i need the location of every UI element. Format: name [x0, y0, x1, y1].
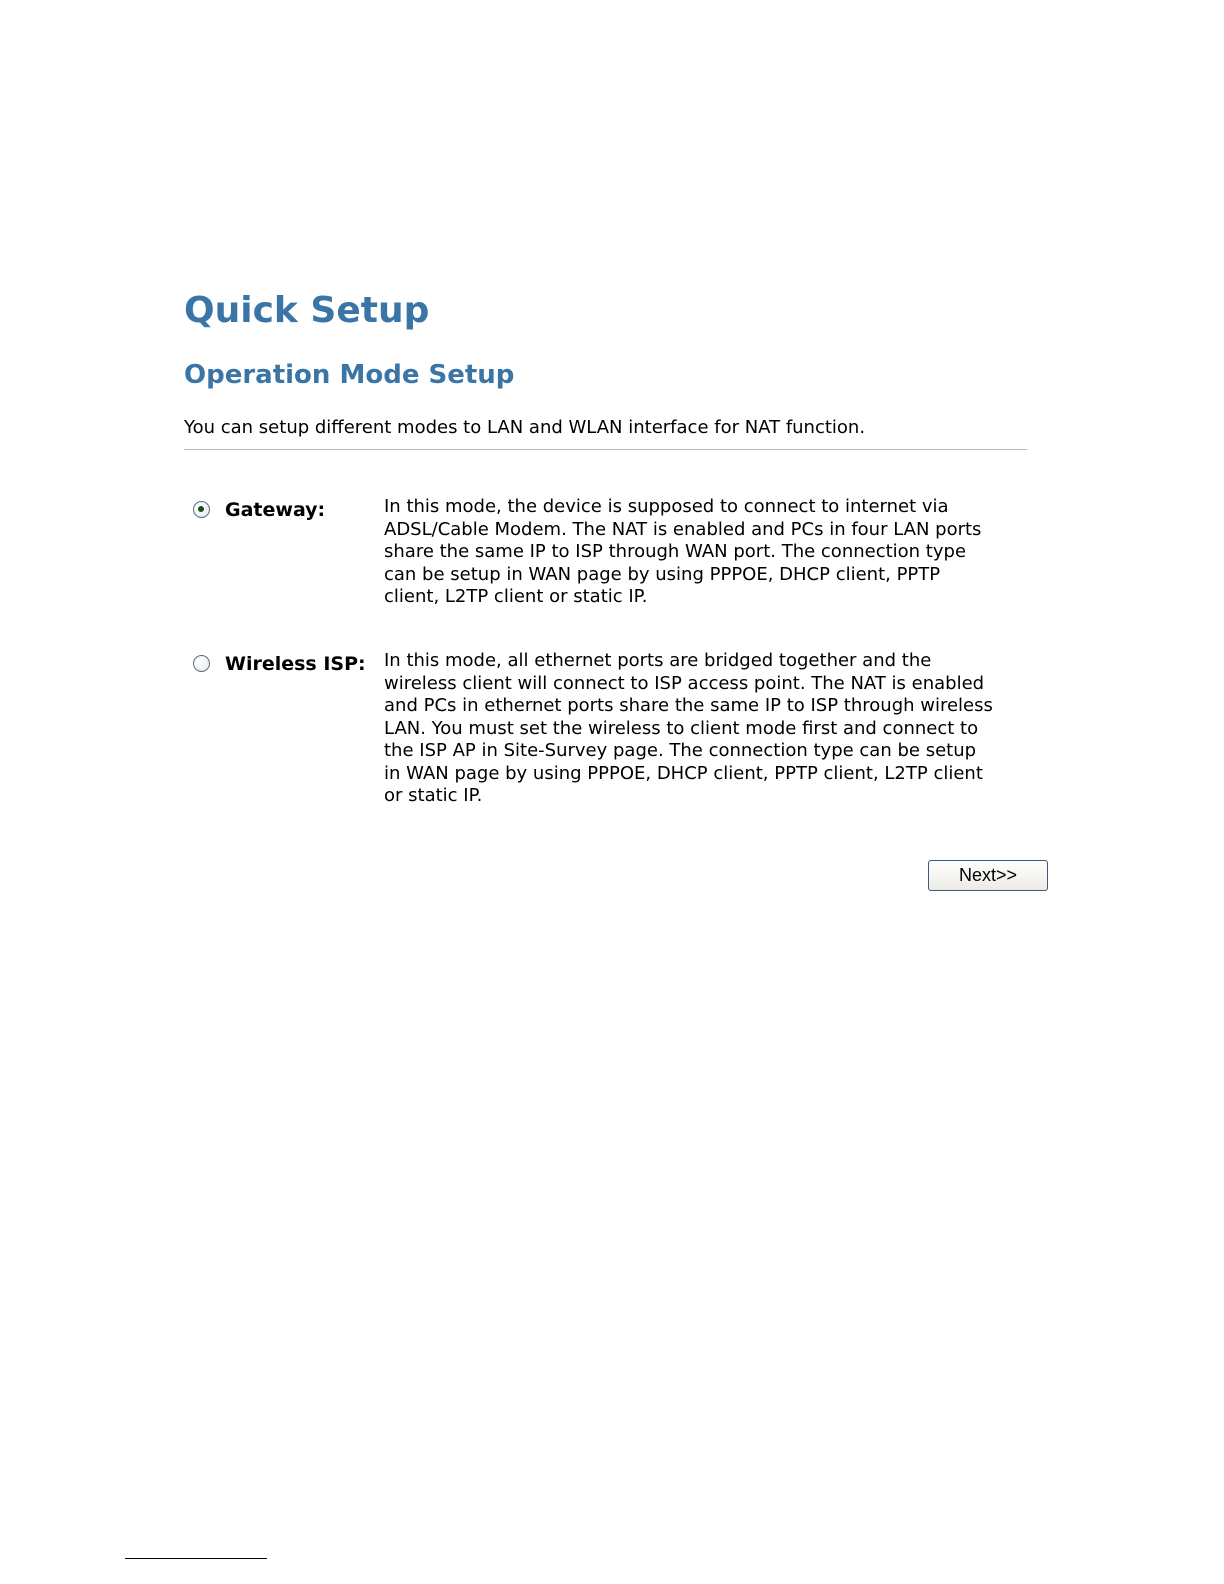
description-line: can be setup in WAN page by using PPPOE, DHCP client, PPTP — [384, 563, 941, 585]
description-line: the ISP AP in Site-Survey page. The connection type can be setup — [384, 740, 977, 761]
gateway-label[interactable]: Gateway: — [225, 499, 326, 521]
page-title: Quick Setup — [184, 290, 430, 331]
description-line: and PCs in ethernet ports share the same IP to ISP through wireless — [384, 695, 993, 716]
section-title: Operation Mode Setup — [184, 360, 515, 390]
intro-text: You can setup different modes to LAN and WLAN interface for NAT function. — [184, 417, 866, 438]
description-line: in WAN page by using PPPOE, DHCP client, PPTP client, L2TP client — [384, 762, 983, 784]
radio-selected-dot — [198, 506, 204, 512]
description-line: LAN. You must set the wireless to client mode first and connect to — [384, 717, 979, 739]
wireless-isp-description — [384, 650, 1044, 808]
description-line: client, L2TP client or static IP. — [384, 586, 648, 607]
footnote-rule — [125, 1558, 267, 1559]
divider — [184, 449, 1027, 450]
description-line: In this mode, the device is supposed to connect to internet via — [384, 496, 949, 517]
description-line: or static IP. — [384, 785, 483, 806]
description-line: share the same IP to ISP through WAN port. The connection type — [384, 541, 967, 562]
wireless-isp-label[interactable]: Wireless ISP: — [225, 653, 366, 675]
description-line: ADSL/Cable Modem. The NAT is enabled and PCs in four LAN ports — [384, 518, 982, 540]
gateway-radio[interactable] — [193, 501, 210, 518]
gateway-description — [384, 496, 1044, 609]
description-line: In this mode, all ethernet ports are bridged together and the — [384, 650, 932, 671]
description-line: wireless client will connect to ISP access point. The NAT is enabled — [384, 672, 985, 694]
next-button[interactable]: Next>> — [928, 860, 1048, 891]
wireless-isp-radio[interactable] — [193, 655, 210, 672]
